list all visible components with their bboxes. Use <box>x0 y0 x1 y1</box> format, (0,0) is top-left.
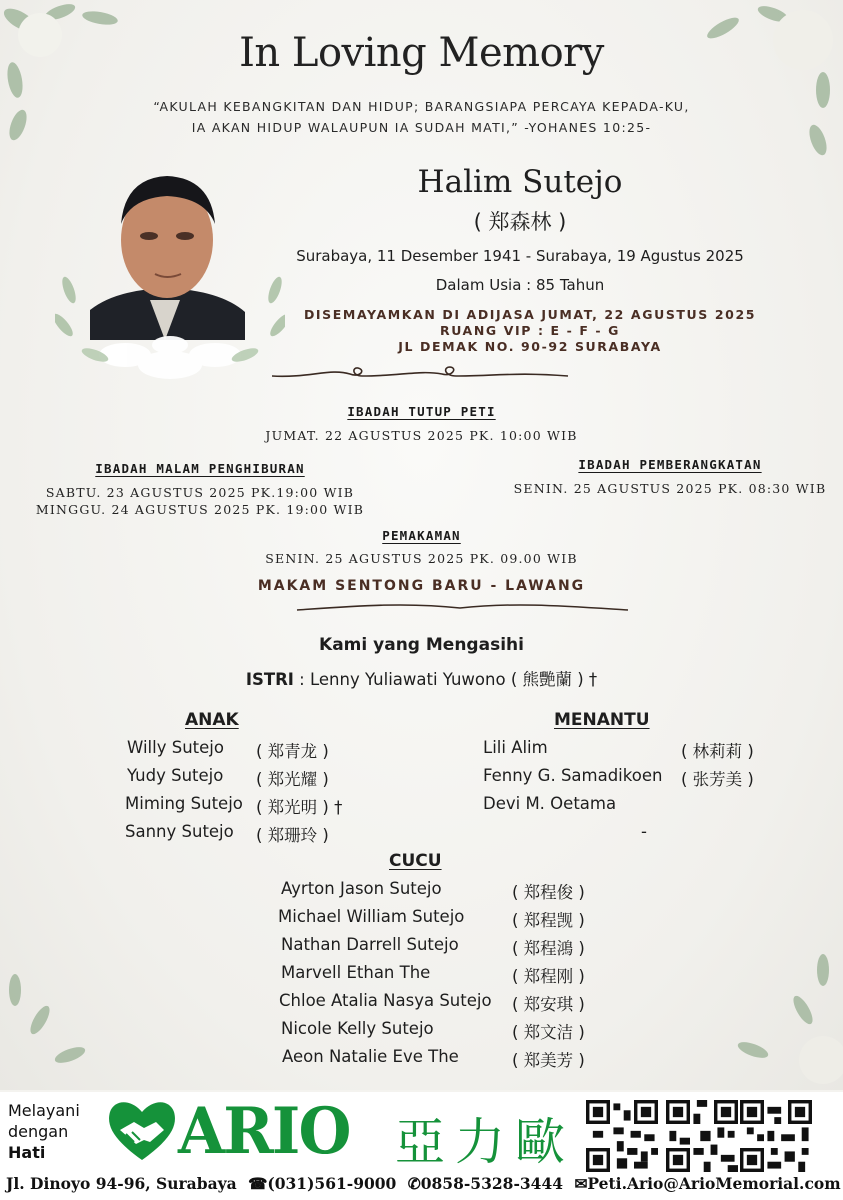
child-chinese-name: ( 郑珊玲 ) <box>256 826 329 845</box>
footer-address: Jl. Dinoyo 94-96, Surabaya <box>6 1174 237 1193</box>
grandchild-chinese-name: ( 郑程刚 ) <box>512 967 585 986</box>
burial-time: SENIN. 25 AGUSTUS 2025 PK. 09.00 WIB <box>265 551 578 566</box>
grandchild-chinese-name: ( 郑美芳 ) <box>512 1051 585 1070</box>
grandchildren-heading: CUCU <box>389 851 442 871</box>
inlaw-name: Lili Alim <box>483 738 548 757</box>
deceased-chinese-name: ( 郑森林 ) <box>473 210 567 234</box>
closing-service-title: IBADAH TUTUP PETI <box>347 404 496 419</box>
age: Dalam Usia : 85 Tahun <box>435 276 605 294</box>
floral-corner-bottom-left <box>0 960 130 1090</box>
life-dates: Surabaya, 11 Desember 1941 - Surabaya, 19 Agustus 2025 <box>296 247 744 265</box>
footer-email: ✉Peti.Ario@ArioMemorial.com <box>574 1174 841 1193</box>
wife-label: ISTRI <box>245 670 294 689</box>
inlaw-name: Devi M. Oetama <box>483 794 617 813</box>
ornament-divider-2 <box>295 598 630 618</box>
footer-phone: ☎(031)561-9000 <box>248 1174 397 1193</box>
footer-contact <box>6 1174 841 1193</box>
cemetery-location: MAKAM SENTONG BARU - LAWANG <box>257 578 586 594</box>
brand-chinese-name: 亞力歐 <box>395 1113 575 1171</box>
grandchild-name: Aeon Natalie Eve The <box>282 1047 459 1066</box>
qr-code-icon <box>586 1100 658 1172</box>
footer-tagline <box>8 1100 80 1163</box>
child-name: Willy Sutejo <box>127 738 224 757</box>
child-name: Sanny Sutejo <box>125 822 234 841</box>
page-title: In Loving Memory <box>239 30 604 76</box>
ornament-divider <box>270 362 570 386</box>
handshake-logo-icon <box>104 1096 180 1164</box>
bible-verse <box>100 96 743 138</box>
grandchild-chinese-name: ( 郑程鴻 ) <box>512 939 585 958</box>
vigil-line-3: JL DEMAK NO. 90-92 SURABAYA <box>398 339 662 354</box>
closing-service-time: JUMAT. 22 AGUSTUS 2025 PK. 10:00 WIB <box>265 428 578 443</box>
floral-corner-bottom-right <box>713 950 843 1090</box>
verse-line-1: “AKULAH KEBANGKITAN DAN HIDUP; BARANGSIAPA PERCAYA KEPADA-KU, <box>153 99 690 114</box>
grandchild-chinese-name: ( 郑文洁 ) <box>512 1023 585 1042</box>
footer-whatsapp: ✆0858-5328-3444 <box>407 1174 564 1193</box>
departure-service-title: IBADAH PEMBERANGKATAN <box>578 457 762 472</box>
child-chinese-name: ( 郑光耀 ) <box>256 770 329 789</box>
deceased-name: Halim Sutejo <box>417 164 623 200</box>
wife-name: : Lenny Yuliawati Yuwono ( 熊艷蘭 ) † <box>293 670 598 689</box>
qr-code-icon <box>740 1100 812 1172</box>
children-heading: ANAK <box>185 710 239 730</box>
child-name: Miming Sutejo <box>125 794 243 813</box>
child-chinese-name: ( 郑青龙 ) <box>256 742 329 761</box>
grandchild-chinese-name: ( 郑程俊 ) <box>512 883 585 902</box>
inlaws-heading: MENANTU <box>554 710 650 730</box>
floral-corner-top-right <box>693 0 843 180</box>
grandchild-name: Chloe Atalia Nasya Sutejo <box>279 991 492 1010</box>
inlaw-chinese-name: ( 张芳美 ) <box>681 770 754 789</box>
qr-code-icon <box>666 1100 738 1172</box>
tagline-line-2: dengan <box>8 1122 69 1141</box>
footer-banner <box>0 1092 843 1200</box>
grandchild-name: Michael William Sutejo <box>278 907 465 926</box>
vigil-info <box>300 307 760 355</box>
tagline-line-1: Melayani <box>8 1101 80 1120</box>
grandchild-name: Ayrton Jason Sutejo <box>281 879 442 898</box>
inlaw-chinese-name: ( 林莉莉 ) <box>681 742 754 761</box>
wife-line <box>150 666 693 690</box>
consolation-service-time-2: MINGGU. 24 AGUSTUS 2025 PK. 19:00 WIB <box>35 502 365 517</box>
inlaw-name: Fenny G. Samadikoen <box>483 766 663 785</box>
inlaw-chinese-name: - <box>641 822 647 841</box>
tagline-line-3: Hati <box>8 1143 46 1162</box>
brand-name: ARIO <box>178 1094 350 1169</box>
grandchild-chinese-name: ( 郑安琪 ) <box>512 995 585 1014</box>
grandchild-name: Nathan Darrell Sutejo <box>281 935 459 954</box>
child-name: Yudy Sutejo <box>127 766 224 785</box>
vigil-line-2: RUANG VIP : E - F - G <box>439 323 621 338</box>
consolation-service-title: IBADAH MALAM PENGHIBURAN <box>95 461 305 476</box>
grandchild-name: Nicole Kelly Sutejo <box>281 1019 434 1038</box>
verse-line-2: IA AKAN HIDUP WALAUPUN IA SUDAH MATI,” -YOHANES 10:25- <box>191 120 652 135</box>
departure-service-time: SENIN. 25 AGUSTUS 2025 PK. 08:30 WIB <box>513 481 827 496</box>
child-chinese-name: ( 郑光明 ) † <box>256 798 343 817</box>
vigil-line-1: DISEMAYAMKAN DI ADIJASA JUMAT, 22 AGUSTUS 2025 <box>303 307 757 322</box>
consolation-service-time-1: SABTU. 23 AGUSTUS 2025 PK.19:00 WIB <box>45 485 355 500</box>
grandchild-chinese-name: ( 郑程觊 ) <box>512 911 585 930</box>
burial-title: PEMAKAMAN <box>382 528 461 543</box>
deceased-portrait <box>55 150 285 395</box>
grandchild-name: Marvell Ethan The <box>281 963 431 982</box>
family-heading: Kami yang Mengasihi <box>319 635 524 655</box>
